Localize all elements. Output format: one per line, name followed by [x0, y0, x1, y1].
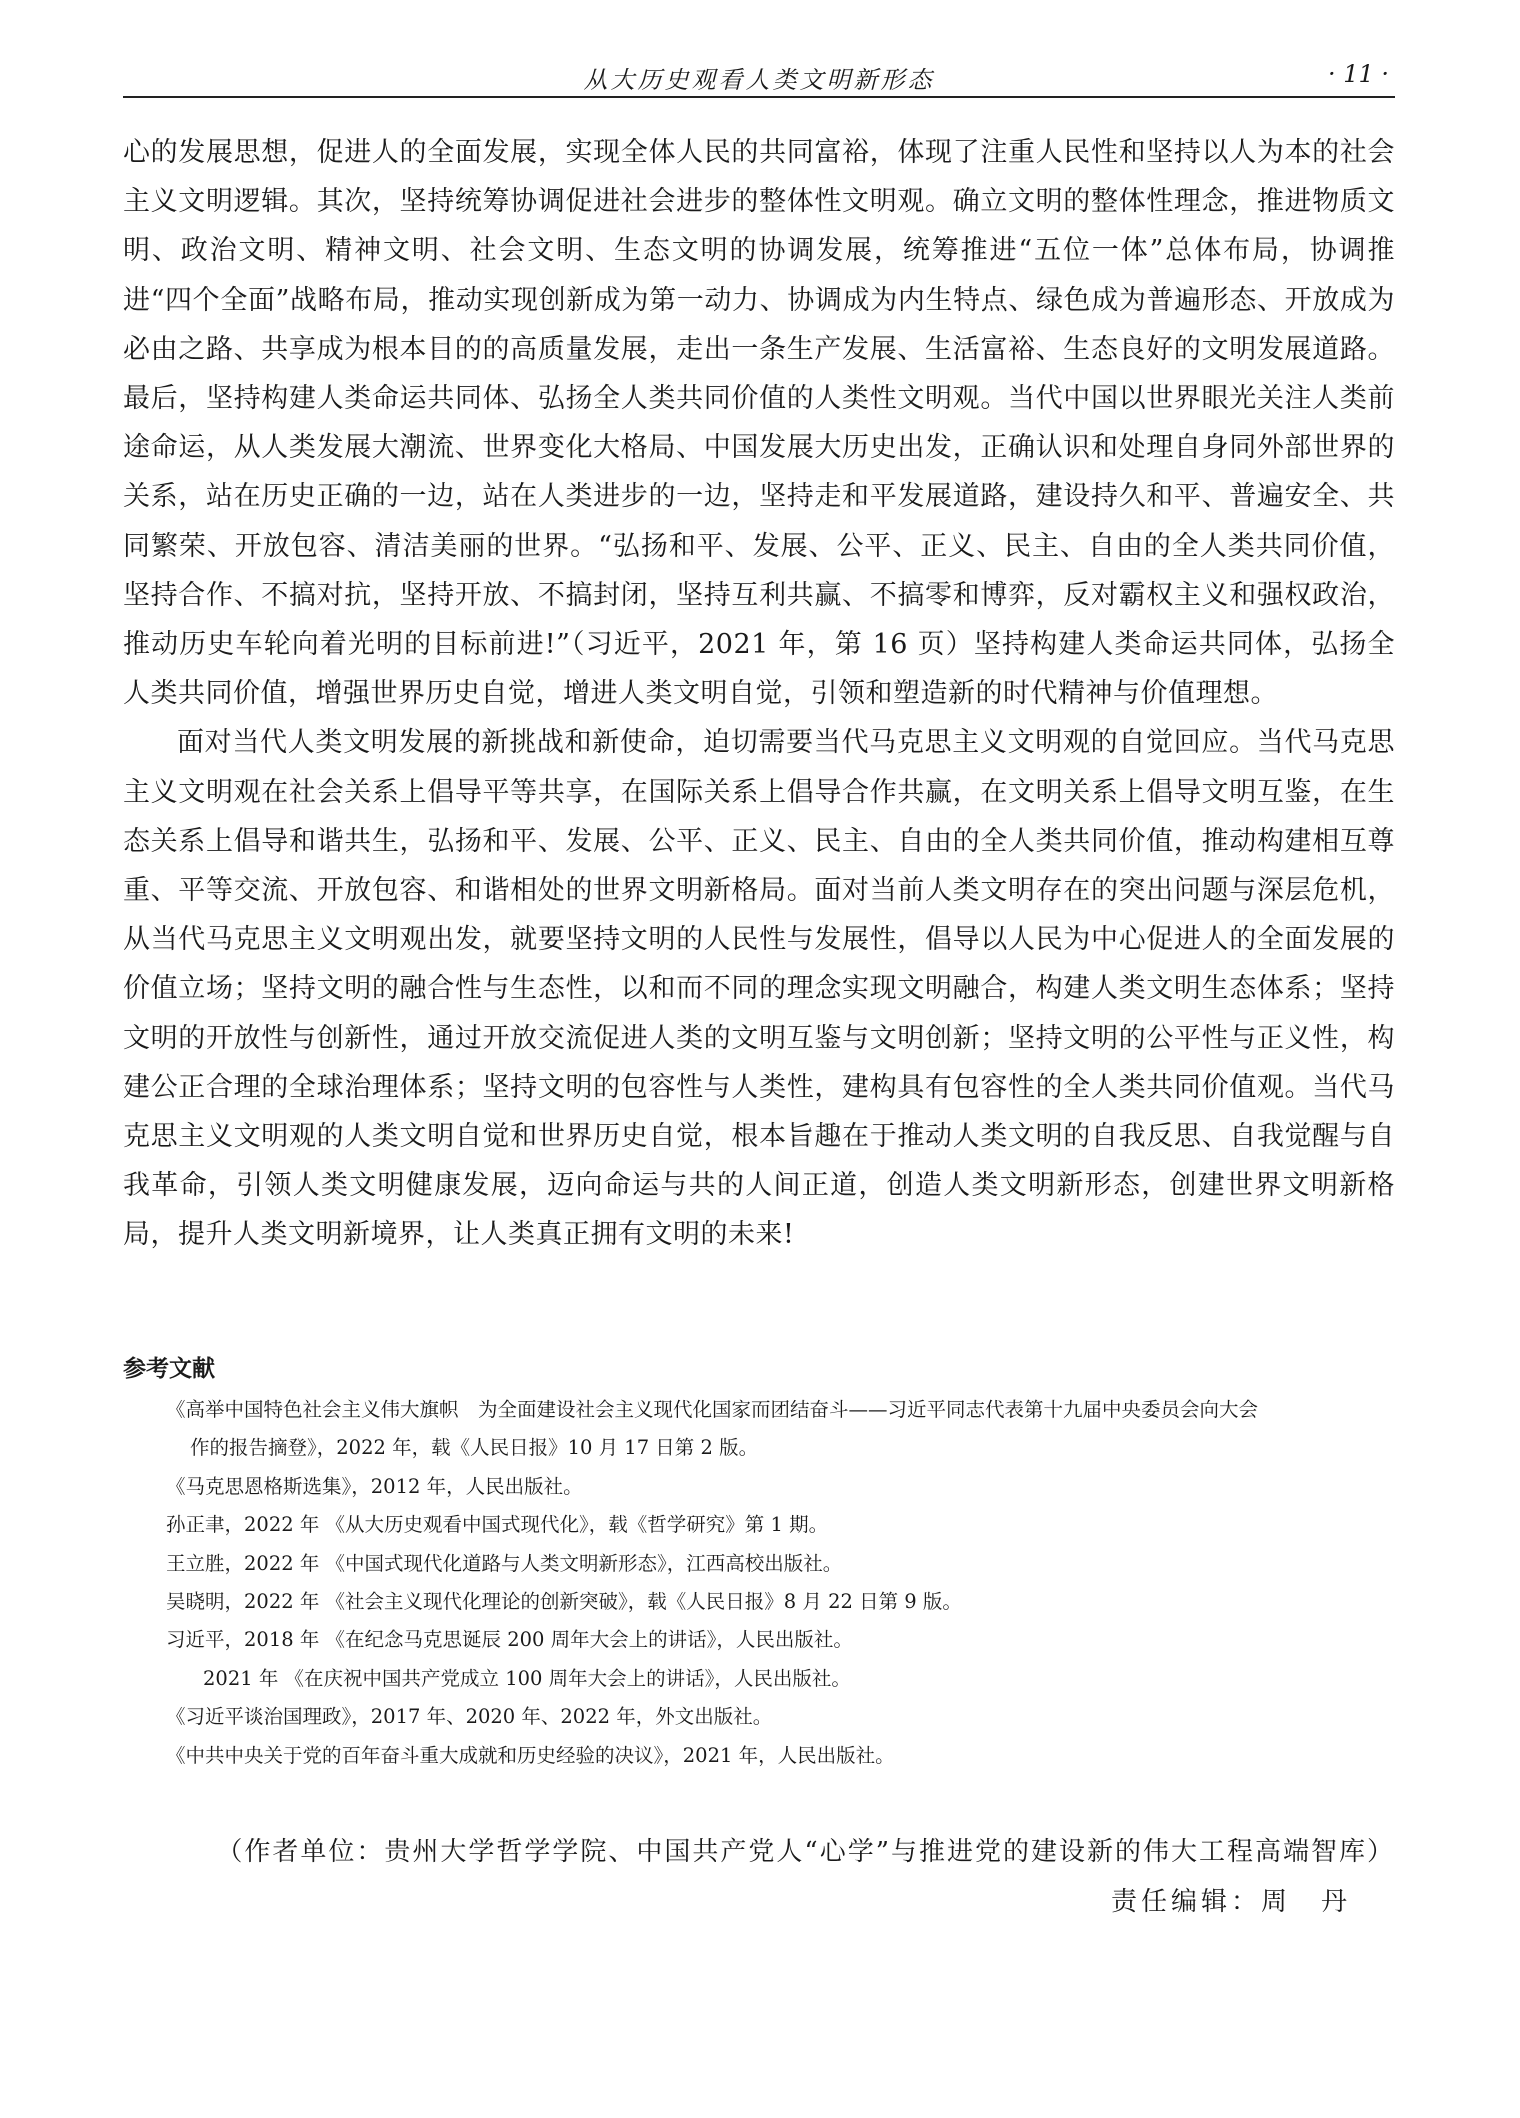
author-affiliation: （作者单位：贵州大学哲学学院、中国共产党人“心学”与推进党的建设新的伟大工程高端智库）	[216, 1837, 1395, 1867]
reference-item: 2021 年 《在庆祝中国共产党成立 100 周年大会上的讲话》，人民出版社。	[203, 1666, 851, 1690]
references-heading: 参考文献	[123, 1356, 215, 1382]
references-section	[123, 1350, 1395, 1775]
reference-item: 《习近平谈治国理政》，2017 年、2020 年、2022 年，外文出版社。	[166, 1705, 773, 1729]
reference-item: 孙正聿，2022 年 《从大历史观看中国式现代化》，载《哲学研究》第 1 期。	[166, 1513, 829, 1537]
responsible-editor: 责任编辑：周 丹	[1110, 1887, 1351, 1917]
article-body	[123, 128, 1395, 1260]
reference-item: 《高举中国特色社会主义伟大旗帜 为全面建设社会主义现代化国家而团结奋斗——习近平同志代表第十九届中央委员会向大会	[166, 1398, 1259, 1421]
reference-item: 王立胜，2022 年 《中国式现代化道路与人类文明新形态》，江西高校出版社。	[166, 1551, 843, 1575]
paragraph: 面对当代人类文明发展的新挑战和新使命，迫切需要当代马克思主义文明观的自觉回应。当代马克思主义文明观在社会关系上倡导平等共享，在国际关系上倡导合作共赢，在文明关系上倡导文明互鉴，在生态关系上倡导和谐共生，弘扬和平、发展、公平、正义、民主、自由的全人类共同价值，推动构建相互尊重、平等交流、开放包容、和谐相处的世界文明新格局。面对当前人类文明存在的突出问题与深层危机，从当代马克思主义文明观出发，就要坚持文明的人民性与发展性，倡导以人民为中心促进人的全面发展的价值立场；坚持文明的融合性与生态性，以和而不同的理念实现文明融合，构建人类文明生态体系；坚持文明的开放性与创新性，通过开放交流促进人类的文明互鉴与文明创新；坚持文明的公平性与正义性，构建公正合理的全球治理体系；坚持文明的包容性与人类性，建构具有包容性的全人类共同价值观。当代马克思主义文明观的人类文明自觉和世界历史自觉，根本旨趣在于推动人类文明的自我反思、自我觉醒与自我革命，引领人类文明健康发展，迈向命运与共的人间正道，创造人类文明新形态，创建世界文明新格局，提升人类文明新境界，让人类真正拥有文明的未来!	[123, 727, 1395, 1251]
reference-item-continuation: 作的报告摘登》，2022 年，载《人民日报》10 月 17 日第 2 版。	[190, 1436, 759, 1460]
reference-item: 《马克思恩格斯选集》，2012 年，人民出版社。	[166, 1474, 583, 1498]
running-title: 从大历史观看人类文明新形态	[583, 66, 935, 94]
reference-item: 习近平，2018 年 《在纪念马克思诞辰 200 周年大会上的讲话》，人民出版社。	[166, 1628, 853, 1652]
reference-item: 《中共中央关于党的百年奋斗重大成就和历史经验的决议》，2021 年，人民出版社。	[166, 1743, 895, 1767]
reference-item: 吴晓明，2022 年 《社会主义现代化理论的创新突破》，载《人民日报》8 月 22 日第 9 版。	[166, 1590, 962, 1614]
paragraph: 心的发展思想，促进人的全面发展，实现全体人民的共同富裕，体现了注重人民性和坚持以人为本的社会主义文明逻辑。其次，坚持统筹协调促进社会进步的整体性文明观。确立文明的整体性理念，推进物质文明、政治文明、精神文明、社会文明、生态文明的协调发展，统筹推进“五位一体”总体布局，协调推进“四个全面”战略布局，推动实现创新成为第一动力、协调成为内生特点、绿色成为普遍形态、开放成为必由之路、共享成为根本目的的高质量发展，走出一条生产发展、生活富裕、生态良好的文明发展道路。最后，坚持构建人类命运共同体、弘扬全人类共同价值的人类性文明观。当代中国以世界眼光关注人类前途命运，从人类发展大潮流、世界变化大格局、中国发展大历史出发，正确认识和处理自身同外部世界的关系，站在历史正确的一边，站在人类进步的一边，坚持走和平发展道路，建设持久和平、普遍安全、共同繁荣、开放包容、清洁美丽的世界。“弘扬和平、发展、公平、正义、民主、自由的全人类共同价值，坚持合作、不搞对抗，坚持开放、不搞封闭，坚持互利共赢、不搞零和博弈，反对霸权主义和强权政治，推动历史车轮向着光明的目标前进!”（习近平，2021 年，第 16 页）坚持构建人类命运共同体，弘扬全人类共同价值，增强世界历史自觉，增进人类文明自觉，引领和塑造新的时代精神与价值理想。	[123, 137, 1395, 710]
page-header	[123, 58, 1395, 98]
page-number: · 11 ·	[1327, 60, 1389, 88]
